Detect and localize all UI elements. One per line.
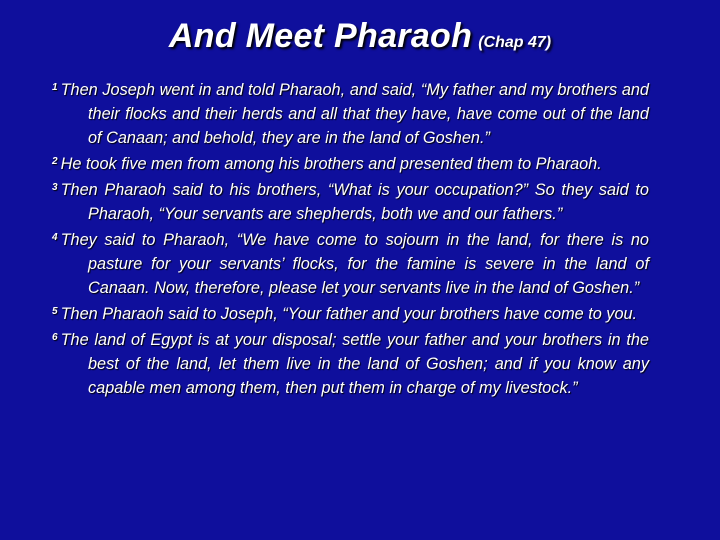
verse-number: 5 (52, 306, 58, 317)
title-chapter-reference: (Chap 47) (478, 34, 552, 51)
verse-text: The land of Egypt is at your disposal; settle your father and your brothers in the best of the land, let them live in the land of Goshen; and if you know any capable men among them, then put them in charge of my livestock.” (60, 331, 649, 397)
title-main: And Meet Pharaoh (168, 17, 473, 55)
verse-number: 4 (52, 232, 58, 243)
verse-1 (52, 76, 649, 150)
verse-number: 1 (52, 82, 58, 93)
verse-text: Then Pharaoh said to Joseph, “Your father and your brothers have come to you. (60, 305, 638, 323)
verse-4 (52, 226, 649, 300)
verse-2 (52, 150, 649, 176)
verse-text: He took five men from among his brothers and presented them to Pharaoh. (60, 155, 602, 173)
slide-title (0, 17, 720, 56)
verse-3 (52, 176, 649, 226)
verse-number: 6 (52, 332, 58, 343)
verse-text: Then Pharaoh said to his brothers, “What is your occupation?” So they said to Pharaoh, “Your servants are shepherds, both we and our fathers.” (60, 181, 649, 223)
verse-5 (52, 300, 649, 326)
verse-number: 2 (52, 156, 58, 167)
verse-6 (52, 326, 649, 400)
verse-text: Then Joseph went in and told Pharaoh, and said, “My father and my brothers and their flocks and their herds and all that they have, have come out of the land of Canaan; and behold, they are in the land of Goshen.” (60, 81, 649, 147)
verse-number: 3 (52, 182, 58, 193)
verse-list (52, 76, 649, 400)
verse-text: They said to Pharaoh, “We have come to sojourn in the land, for there is no pasture for your servants’ flocks, for the famine is severe in the land of Canaan. Now, therefore, please let your servants live in the land of Goshen.” (60, 231, 649, 297)
